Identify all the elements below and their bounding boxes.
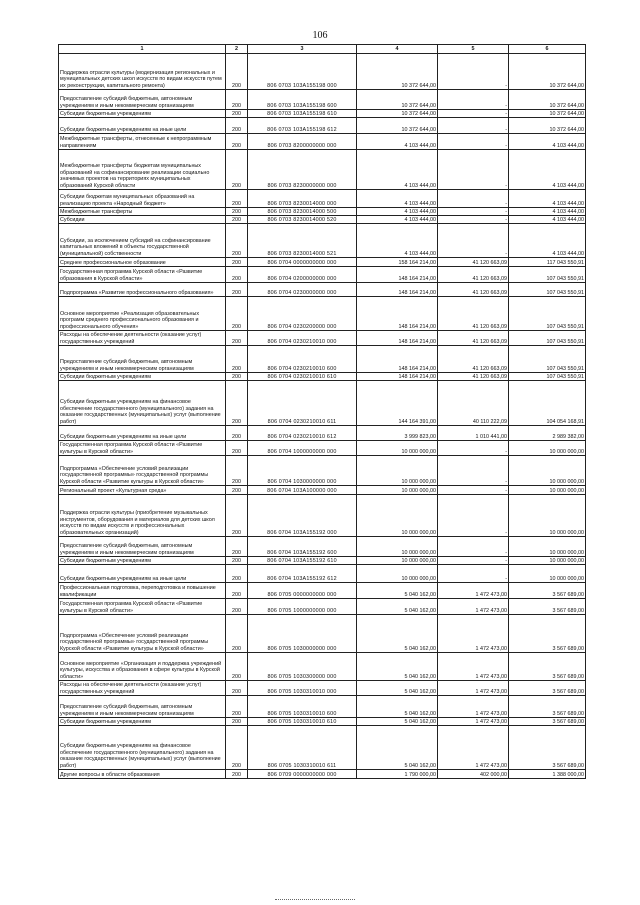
row-executed-amount-cell: 1 472 473,00 bbox=[438, 681, 509, 696]
row-executed-amount-cell: - bbox=[438, 456, 509, 486]
row-executed-amount-cell: 41 120 663,09 bbox=[438, 331, 509, 346]
row-executed-amount-cell: 41 120 663,09 bbox=[438, 297, 509, 331]
row-plan-amount-cell: 10 372 644,00 bbox=[357, 110, 438, 118]
row-classification-cell: 806 0704 1000000000 000 bbox=[248, 441, 357, 456]
footer-divider bbox=[275, 899, 355, 900]
page-number: 106 bbox=[312, 30, 328, 41]
row-remaining-amount-cell: 10 372 644,00 bbox=[509, 118, 586, 134]
row-remaining-amount-cell: 107 043 550,91 bbox=[509, 267, 586, 283]
row-executed-amount-cell: - bbox=[438, 208, 509, 216]
row-name-cell: Субсидии бюджетным учреждениям bbox=[59, 110, 226, 118]
row-executed-amount-cell: - bbox=[438, 90, 509, 110]
row-plan-amount-cell: 4 103 444,00 bbox=[357, 224, 438, 258]
row-classification-cell: 806 0703 8230014000 000 bbox=[248, 190, 357, 208]
row-remaining-amount-cell: 3 567 689,00 bbox=[509, 583, 586, 599]
row-classification-cell: 806 0704 0230200000 000 bbox=[248, 297, 357, 331]
row-name-cell: Государственная программа Курской области «Развитие культуры в Курской области» bbox=[59, 441, 226, 456]
row-name-cell: Другие вопросы в области образования bbox=[59, 770, 226, 779]
table-row bbox=[59, 426, 586, 441]
row-executed-amount-cell: 41 120 663,09 bbox=[438, 346, 509, 373]
row-plan-amount-cell: 10 372 644,00 bbox=[357, 54, 438, 90]
row-executed-amount-cell: - bbox=[438, 54, 509, 90]
table-row bbox=[59, 770, 586, 779]
row-name-cell: Субсидии бюджетным учреждениям bbox=[59, 557, 226, 565]
row-plan-amount-cell: 1 790 000,00 bbox=[357, 770, 438, 779]
row-name-cell: Государственная программа Курской области «Развитие образования в Курской области» bbox=[59, 267, 226, 283]
row-code-cell: 200 bbox=[226, 331, 248, 346]
column-header: 6 bbox=[509, 45, 586, 54]
row-classification-cell: 806 0703 103A155198 000 bbox=[248, 54, 357, 90]
row-executed-amount-cell: - bbox=[438, 486, 509, 495]
row-plan-amount-cell: 158 164 214,00 bbox=[357, 258, 438, 267]
row-classification-cell: 806 0704 103A155192 610 bbox=[248, 557, 357, 565]
row-code-cell: 200 bbox=[226, 54, 248, 90]
row-remaining-amount-cell: 2 989 382,00 bbox=[509, 426, 586, 441]
row-name-cell: Подпрограмма «Обеспечение условий реализации государственной программы» государственной программы Курской области «Развитие культуры в Курской области» bbox=[59, 456, 226, 486]
row-name-cell: Региональный проект «Культурная среда» bbox=[59, 486, 226, 495]
row-plan-amount-cell: 10 000 000,00 bbox=[357, 495, 438, 537]
row-classification-cell: 806 0704 0200000000 000 bbox=[248, 267, 357, 283]
table-row bbox=[59, 331, 586, 346]
row-plan-amount-cell: 5 040 162,00 bbox=[357, 681, 438, 696]
row-executed-amount-cell: - bbox=[438, 110, 509, 118]
row-remaining-amount-cell: 10 000 000,00 bbox=[509, 565, 586, 583]
row-remaining-amount-cell: 107 043 550,91 bbox=[509, 331, 586, 346]
row-plan-amount-cell: 4 103 444,00 bbox=[357, 190, 438, 208]
column-header: 3 bbox=[248, 45, 357, 54]
row-code-cell: 200 bbox=[226, 495, 248, 537]
table-row bbox=[59, 718, 586, 726]
table-row bbox=[59, 599, 586, 615]
table-row bbox=[59, 557, 586, 565]
row-plan-amount-cell: 10 000 000,00 bbox=[357, 537, 438, 557]
table-row bbox=[59, 583, 586, 599]
row-executed-amount-cell: 41 120 663,09 bbox=[438, 258, 509, 267]
row-code-cell: 200 bbox=[226, 373, 248, 381]
row-classification-cell: 806 0705 1030310010 000 bbox=[248, 681, 357, 696]
table-row bbox=[59, 224, 586, 258]
row-plan-amount-cell: 148 164 214,00 bbox=[357, 373, 438, 381]
row-remaining-amount-cell: 3 567 689,00 bbox=[509, 615, 586, 653]
row-name-cell: Подпрограмма «Обеспечение условий реализации государственной программы» государственной программы Курской области «Развитие культуры в Курской области» bbox=[59, 615, 226, 653]
table-row bbox=[59, 190, 586, 208]
table-row bbox=[59, 283, 586, 297]
row-executed-amount-cell: - bbox=[438, 190, 509, 208]
row-plan-amount-cell: 10 000 000,00 bbox=[357, 557, 438, 565]
row-plan-amount-cell: 4 103 444,00 bbox=[357, 208, 438, 216]
row-name-cell: Субсидии, за исключением субсидий на софинансирование капитальных вложений в объекты государственной (муниципальной) собственности bbox=[59, 224, 226, 258]
row-plan-amount-cell: 5 040 162,00 bbox=[357, 726, 438, 770]
row-classification-cell: 806 0703 8200000000 000 bbox=[248, 134, 357, 150]
table-row bbox=[59, 615, 586, 653]
row-code-cell: 200 bbox=[226, 90, 248, 110]
row-executed-amount-cell: - bbox=[438, 495, 509, 537]
row-plan-amount-cell: 148 164 214,00 bbox=[357, 267, 438, 283]
row-name-cell: Субсидии bbox=[59, 216, 226, 224]
row-remaining-amount-cell: 10 000 000,00 bbox=[509, 456, 586, 486]
column-header: 2 bbox=[226, 45, 248, 54]
row-plan-amount-cell: 148 164 214,00 bbox=[357, 297, 438, 331]
table-row bbox=[59, 346, 586, 373]
table-row bbox=[59, 373, 586, 381]
row-classification-cell: 806 0704 0230210010 000 bbox=[248, 331, 357, 346]
header-row bbox=[59, 45, 586, 54]
row-code-cell: 200 bbox=[226, 297, 248, 331]
row-executed-amount-cell: - bbox=[438, 224, 509, 258]
row-code-cell: 200 bbox=[226, 537, 248, 557]
row-executed-amount-cell: - bbox=[438, 118, 509, 134]
row-name-cell: Расходы на обеспечение деятельности (оказание услуг) государственных учреждений bbox=[59, 681, 226, 696]
row-name-cell: Межбюджетные трансферты bbox=[59, 208, 226, 216]
column-header: 4 bbox=[357, 45, 438, 54]
row-name-cell: Субсидии бюджетным учреждениям на финансовое обеспечение государственного (муниципального) задания на оказание государственных (муниципальных) услуг (выполнение работ) bbox=[59, 381, 226, 426]
row-code-cell: 200 bbox=[226, 653, 248, 681]
row-plan-amount-cell: 148 164 214,00 bbox=[357, 346, 438, 373]
row-code-cell: 200 bbox=[226, 267, 248, 283]
row-code-cell: 200 bbox=[226, 150, 248, 190]
row-code-cell: 200 bbox=[226, 456, 248, 486]
row-name-cell: Расходы на обеспечение деятельности (оказание услуг) государственных учреждений bbox=[59, 331, 226, 346]
row-remaining-amount-cell: 3 567 689,00 bbox=[509, 726, 586, 770]
table-row bbox=[59, 134, 586, 150]
row-remaining-amount-cell: 10 372 644,00 bbox=[509, 90, 586, 110]
row-executed-amount-cell: - bbox=[438, 537, 509, 557]
row-code-cell: 200 bbox=[226, 258, 248, 267]
row-code-cell: 200 bbox=[226, 726, 248, 770]
row-code-cell: 200 bbox=[226, 696, 248, 718]
row-code-cell: 200 bbox=[226, 346, 248, 373]
row-name-cell: Среднее профессиональное образование bbox=[59, 258, 226, 267]
row-executed-amount-cell: 41 120 663,09 bbox=[438, 267, 509, 283]
row-classification-cell: 806 0704 0230210010 610 bbox=[248, 373, 357, 381]
row-executed-amount-cell: 41 120 663,09 bbox=[438, 373, 509, 381]
row-code-cell: 200 bbox=[226, 583, 248, 599]
row-code-cell: 200 bbox=[226, 599, 248, 615]
row-remaining-amount-cell: 4 103 444,00 bbox=[509, 216, 586, 224]
row-remaining-amount-cell: 4 103 444,00 bbox=[509, 150, 586, 190]
row-classification-cell: 806 0704 103A100000 000 bbox=[248, 486, 357, 495]
table-row bbox=[59, 495, 586, 537]
row-remaining-amount-cell: 10 000 000,00 bbox=[509, 537, 586, 557]
row-code-cell: 200 bbox=[226, 441, 248, 456]
row-remaining-amount-cell: 107 043 550,91 bbox=[509, 346, 586, 373]
row-code-cell: 200 bbox=[226, 718, 248, 726]
row-classification-cell: 806 0703 103A155198 612 bbox=[248, 118, 357, 134]
row-executed-amount-cell: - bbox=[438, 565, 509, 583]
row-executed-amount-cell: 1 472 473,00 bbox=[438, 615, 509, 653]
row-remaining-amount-cell: 10 000 000,00 bbox=[509, 486, 586, 495]
table-row bbox=[59, 565, 586, 583]
row-executed-amount-cell: 402 000,00 bbox=[438, 770, 509, 779]
row-code-cell: 200 bbox=[226, 118, 248, 134]
row-classification-cell: 806 0704 0230210010 612 bbox=[248, 426, 357, 441]
row-classification-cell: 806 0709 0000000000 000 bbox=[248, 770, 357, 779]
row-code-cell: 200 bbox=[226, 110, 248, 118]
row-classification-cell: 806 0704 103A155192 612 bbox=[248, 565, 357, 583]
row-classification-cell: 806 0704 0000000000 000 bbox=[248, 258, 357, 267]
row-remaining-amount-cell: 107 043 550,91 bbox=[509, 283, 586, 297]
row-classification-cell: 806 0704 103A155192 600 bbox=[248, 537, 357, 557]
row-executed-amount-cell: 1 472 473,00 bbox=[438, 653, 509, 681]
row-executed-amount-cell: - bbox=[438, 150, 509, 190]
row-executed-amount-cell: 1 472 473,00 bbox=[438, 583, 509, 599]
row-code-cell: 200 bbox=[226, 224, 248, 258]
row-name-cell: Субсидии бюджетным учреждениям bbox=[59, 718, 226, 726]
table-row bbox=[59, 90, 586, 110]
table-row bbox=[59, 110, 586, 118]
table-row bbox=[59, 54, 586, 90]
table-row bbox=[59, 537, 586, 557]
row-classification-cell: 806 0704 0230000000 000 bbox=[248, 283, 357, 297]
row-executed-amount-cell: 1 472 473,00 bbox=[438, 726, 509, 770]
row-plan-amount-cell: 10 372 644,00 bbox=[357, 90, 438, 110]
table-row bbox=[59, 208, 586, 216]
row-classification-cell: 806 0703 103A155198 600 bbox=[248, 90, 357, 110]
column-header: 1 bbox=[59, 45, 226, 54]
row-executed-amount-cell: 1 472 473,00 bbox=[438, 599, 509, 615]
row-remaining-amount-cell: 10 000 000,00 bbox=[509, 495, 586, 537]
row-classification-cell: 806 0705 1030310010 600 bbox=[248, 696, 357, 718]
row-code-cell: 200 bbox=[226, 770, 248, 779]
row-name-cell: Профессиональная подготовка, переподготовка и повышение квалификации bbox=[59, 583, 226, 599]
row-code-cell: 200 bbox=[226, 615, 248, 653]
row-remaining-amount-cell: 3 567 689,00 bbox=[509, 696, 586, 718]
row-name-cell: Подпрограмма «Развитие профессионального образования» bbox=[59, 283, 226, 297]
row-remaining-amount-cell: 104 054 168,91 bbox=[509, 381, 586, 426]
row-executed-amount-cell: - bbox=[438, 441, 509, 456]
row-code-cell: 200 bbox=[226, 216, 248, 224]
row-remaining-amount-cell: 3 567 689,00 bbox=[509, 681, 586, 696]
row-name-cell: Основное мероприятие «Организация и поддержка учреждений культуры, искусства и образования в сфере культуры в Курской области» bbox=[59, 653, 226, 681]
row-plan-amount-cell: 10 372 644,00 bbox=[357, 118, 438, 134]
row-plan-amount-cell: 3 999 823,00 bbox=[357, 426, 438, 441]
row-executed-amount-cell: 40 110 222,09 bbox=[438, 381, 509, 426]
row-name-cell: Предоставление субсидий бюджетным, автономным учреждениям и иным некоммерческим организациям bbox=[59, 346, 226, 373]
row-plan-amount-cell: 5 040 162,00 bbox=[357, 696, 438, 718]
row-executed-amount-cell: 41 120 663,09 bbox=[438, 283, 509, 297]
row-name-cell: Субсидии бюджетным учреждениям на финансовое обеспечение государственного (муниципального) задания на оказание государственных (муниципальных) услуг (выполнение работ) bbox=[59, 726, 226, 770]
row-classification-cell: 806 0705 1030310010 611 bbox=[248, 726, 357, 770]
row-name-cell: Поддержка отрасли культуры (модернизация региональных и муниципальных детских школ искусств по видам искусств путем их реконструкции, капитального ремонта) bbox=[59, 54, 226, 90]
row-plan-amount-cell: 10 000 000,00 bbox=[357, 456, 438, 486]
row-name-cell: Межбюджетные трансферты, отнесенные к непрограммным направлениям bbox=[59, 134, 226, 150]
row-plan-amount-cell: 4 103 444,00 bbox=[357, 150, 438, 190]
row-plan-amount-cell: 5 040 162,00 bbox=[357, 653, 438, 681]
row-plan-amount-cell: 4 103 444,00 bbox=[357, 134, 438, 150]
row-plan-amount-cell: 5 040 162,00 bbox=[357, 583, 438, 599]
row-executed-amount-cell: 1 472 473,00 bbox=[438, 696, 509, 718]
row-classification-cell: 806 0704 1030000000 000 bbox=[248, 456, 357, 486]
row-remaining-amount-cell: 3 567 689,00 bbox=[509, 718, 586, 726]
row-classification-cell: 806 0703 8230000000 000 bbox=[248, 150, 357, 190]
row-classification-cell: 806 0705 1030310010 610 bbox=[248, 718, 357, 726]
row-classification-cell: 806 0703 8230014000 521 bbox=[248, 224, 357, 258]
row-remaining-amount-cell: 117 043 550,91 bbox=[509, 258, 586, 267]
table-row bbox=[59, 216, 586, 224]
row-classification-cell: 806 0704 103A155192 000 bbox=[248, 495, 357, 537]
table-row bbox=[59, 297, 586, 331]
row-executed-amount-cell: - bbox=[438, 557, 509, 565]
row-executed-amount-cell: - bbox=[438, 134, 509, 150]
table-row bbox=[59, 456, 586, 486]
row-remaining-amount-cell: 1 388 000,00 bbox=[509, 770, 586, 779]
row-executed-amount-cell: - bbox=[438, 216, 509, 224]
row-code-cell: 200 bbox=[226, 381, 248, 426]
row-name-cell: Предоставление субсидий бюджетным, автономным учреждениям и иным некоммерческим организациям bbox=[59, 90, 226, 110]
row-code-cell: 200 bbox=[226, 565, 248, 583]
row-classification-cell: 806 0705 0000000000 000 bbox=[248, 583, 357, 599]
row-remaining-amount-cell: 4 103 444,00 bbox=[509, 224, 586, 258]
row-classification-cell: 806 0703 103A155198 610 bbox=[248, 110, 357, 118]
row-code-cell: 200 bbox=[226, 426, 248, 441]
row-code-cell: 200 bbox=[226, 486, 248, 495]
row-plan-amount-cell: 5 040 162,00 bbox=[357, 615, 438, 653]
row-plan-amount-cell: 5 040 162,00 bbox=[357, 718, 438, 726]
budget-table bbox=[58, 44, 586, 779]
table-row bbox=[59, 258, 586, 267]
row-code-cell: 200 bbox=[226, 557, 248, 565]
row-plan-amount-cell: 10 000 000,00 bbox=[357, 486, 438, 495]
row-name-cell: Предоставление субсидий бюджетным, автономным учреждениям и иным некоммерческим организациям bbox=[59, 537, 226, 557]
row-remaining-amount-cell: 107 043 550,91 bbox=[509, 297, 586, 331]
row-code-cell: 200 bbox=[226, 134, 248, 150]
table-row bbox=[59, 441, 586, 456]
row-name-cell: Субсидии бюджетным учреждениям на иные цели bbox=[59, 118, 226, 134]
row-plan-amount-cell: 5 040 162,00 bbox=[357, 599, 438, 615]
row-name-cell: Предоставление субсидий бюджетным, автономным учреждениям и иным некоммерческим организациям bbox=[59, 696, 226, 718]
row-plan-amount-cell: 148 164 214,00 bbox=[357, 331, 438, 346]
row-name-cell: Субсидии бюджетным учреждениям bbox=[59, 373, 226, 381]
row-plan-amount-cell: 148 164 214,00 bbox=[357, 283, 438, 297]
row-classification-cell: 806 0704 0230210010 600 bbox=[248, 346, 357, 373]
table-row bbox=[59, 150, 586, 190]
row-name-cell: Субсидии бюджетным учреждениям на иные цели bbox=[59, 426, 226, 441]
row-name-cell: Основное мероприятие «Реализация образовательных программ среднего профессионального образования и профессионального обучения» bbox=[59, 297, 226, 331]
table-row bbox=[59, 486, 586, 495]
table-row bbox=[59, 696, 586, 718]
row-remaining-amount-cell: 107 043 550,91 bbox=[509, 373, 586, 381]
row-plan-amount-cell: 10 000 000,00 bbox=[357, 565, 438, 583]
row-code-cell: 200 bbox=[226, 681, 248, 696]
row-plan-amount-cell: 144 164 391,00 bbox=[357, 381, 438, 426]
table-row bbox=[59, 267, 586, 283]
row-executed-amount-cell: 1 472 473,00 bbox=[438, 718, 509, 726]
row-remaining-amount-cell: 10 000 000,00 bbox=[509, 557, 586, 565]
row-remaining-amount-cell: 3 567 689,00 bbox=[509, 653, 586, 681]
row-plan-amount-cell: 4 103 444,00 bbox=[357, 216, 438, 224]
row-plan-amount-cell: 10 000 000,00 bbox=[357, 441, 438, 456]
row-remaining-amount-cell: 3 567 689,00 bbox=[509, 599, 586, 615]
row-classification-cell: 806 0703 8230014000 520 bbox=[248, 216, 357, 224]
row-name-cell: Поддержка отрасли культуры (приобретение музыкальных инструментов, оборудования и материалов для детских школ искусств по видам искусств и профессиональных образовательных организаций) bbox=[59, 495, 226, 537]
table-row bbox=[59, 726, 586, 770]
row-code-cell: 200 bbox=[226, 190, 248, 208]
row-remaining-amount-cell: 4 103 444,00 bbox=[509, 208, 586, 216]
row-executed-amount-cell: 1 010 441,00 bbox=[438, 426, 509, 441]
row-remaining-amount-cell: 10 000 000,00 bbox=[509, 441, 586, 456]
column-header: 5 bbox=[438, 45, 509, 54]
row-classification-cell: 806 0705 1030300000 000 bbox=[248, 653, 357, 681]
row-name-cell: Субсидии бюджетным учреждениям на иные цели bbox=[59, 565, 226, 583]
row-name-cell: Государственная программа Курской области «Развитие культуры в Курской области» bbox=[59, 599, 226, 615]
row-code-cell: 200 bbox=[226, 208, 248, 216]
table-row bbox=[59, 681, 586, 696]
row-classification-cell: 806 0705 1030000000 000 bbox=[248, 615, 357, 653]
row-classification-cell: 806 0704 0230210010 611 bbox=[248, 381, 357, 426]
row-classification-cell: 806 0703 8230014000 500 bbox=[248, 208, 357, 216]
row-remaining-amount-cell: 4 103 444,00 bbox=[509, 190, 586, 208]
table-row bbox=[59, 118, 586, 134]
row-remaining-amount-cell: 10 372 644,00 bbox=[509, 54, 586, 90]
table-row bbox=[59, 381, 586, 426]
row-name-cell: Межбюджетные трансферты бюджетам муниципальных образований на софинансирование реализации социально значимых проектов на территориях муниципальных образований Курской области bbox=[59, 150, 226, 190]
row-remaining-amount-cell: 4 103 444,00 bbox=[509, 134, 586, 150]
row-remaining-amount-cell: 10 372 644,00 bbox=[509, 110, 586, 118]
row-name-cell: Субсидии бюджетам муниципальных образований на реализацию проекта «Народный бюджет» bbox=[59, 190, 226, 208]
row-classification-cell: 806 0705 1000000000 000 bbox=[248, 599, 357, 615]
table-row bbox=[59, 653, 586, 681]
row-code-cell: 200 bbox=[226, 283, 248, 297]
